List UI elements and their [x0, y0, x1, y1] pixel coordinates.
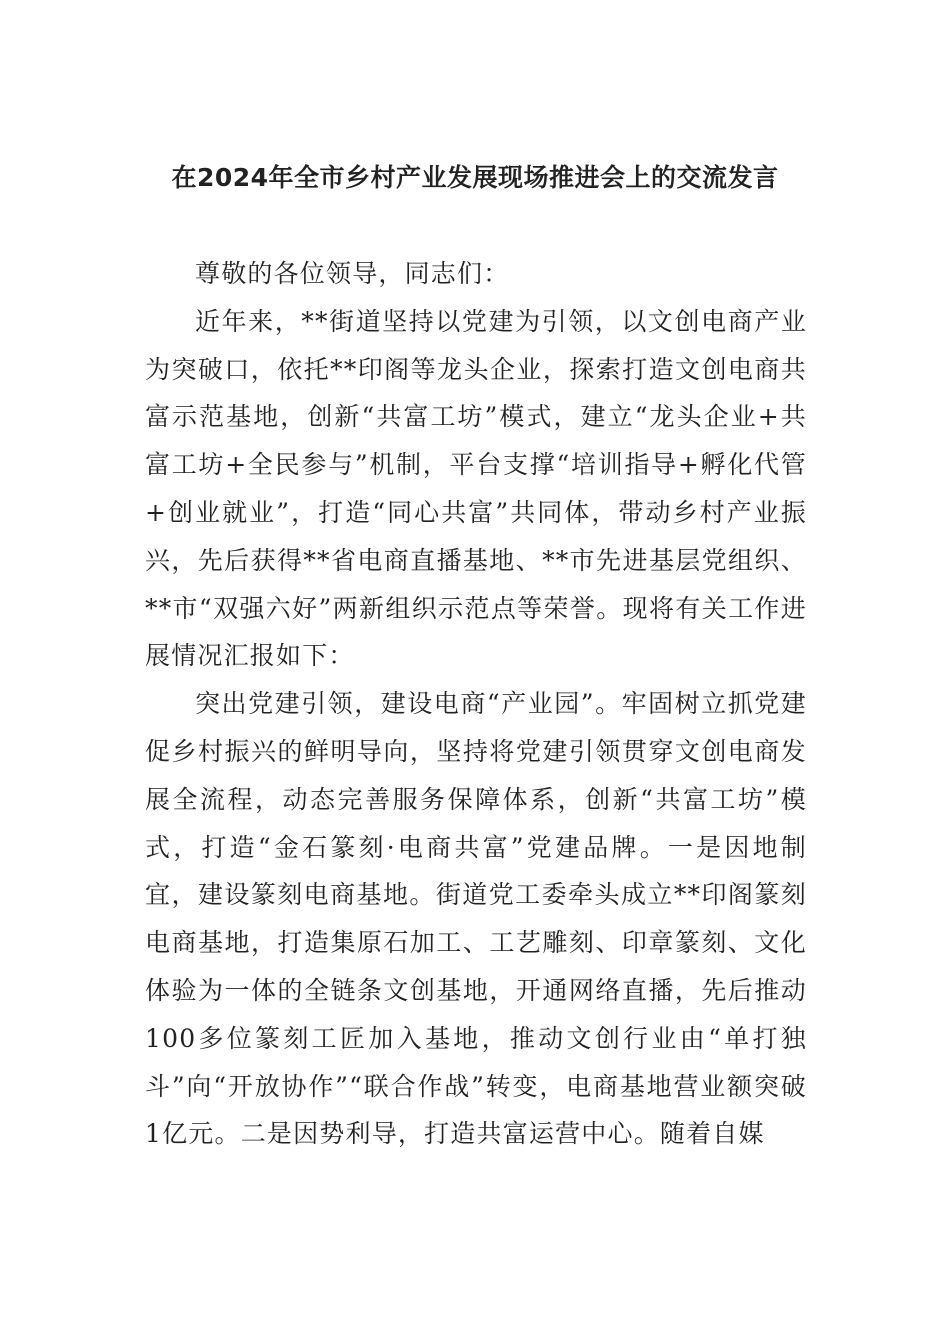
paragraph-intro: 近年来，**街道坚持以党建为引领，以文创电商产业为突破口，依托**印阁等龙头企业，探索打造文创电商共富示范基地，创新“共富工坊”模式，建立“龙头企业+共富工坊+全民参与”机制，平台支撑“培训指导+孵化代管+创业就业”，打造“同心共富”共同体，带动乡村产业振兴，先后获得**省电商直播基地、**市先进基层党组织、**市“双强六好”两新组织示范点等荣誉。现将有关工作进展情况汇报如下： — [145, 306, 807, 671]
document-title: 在2024年全市乡村产业发展现场推进会上的交流发言 — [171, 163, 779, 192]
salutation: 尊敬的各位领导，同志们： — [195, 259, 510, 288]
paragraph-party-building: 突出党建引领，建设电商“产业园”。牢固树立抓党建促乡村振兴的鲜明导向，坚持将党建引领贯穿文创电商发展全流程，动态完善服务保障体系，创新“共富工坊”模式，打造“金石篆刻·电商共富”党建品牌。一是因地制宜，建设篆刻电商基地。街道党工委牵头成立**印阁篆刻电商基地，打造集原石加工、工艺雕刻、印章篆刻、文化体验为一体的全链条文创基地，开通网络直播，先后推动100多位篆刻工匠加入基地，推动文创行业由“单打独斗”向“开放协作”“联合作战”转变，电商基地营业额突破1亿元。二是因势利导，打造共富运营中心。随着自媒 — [145, 689, 807, 1149]
document-body — [145, 250, 807, 1158]
